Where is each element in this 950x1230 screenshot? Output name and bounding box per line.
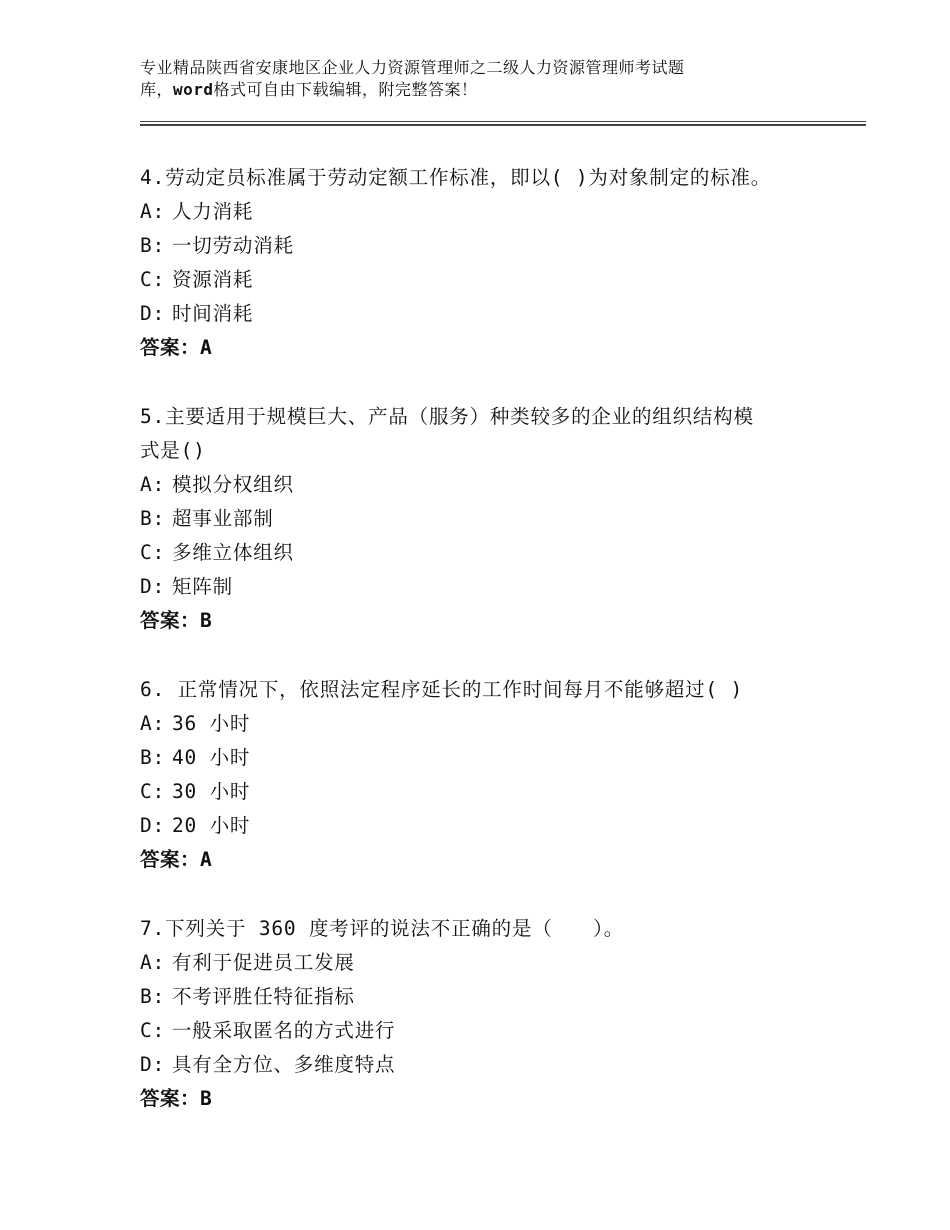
document-header: [140, 57, 780, 101]
option-letter: C:: [140, 268, 166, 291]
option-d: [140, 1048, 840, 1082]
question-stem: 4.劳动定员标准属于劳动定额工作标准，即以( )为对象制定的标准。: [140, 166, 772, 189]
option-text: 不考评胜任特征指标: [172, 985, 355, 1008]
option-text: 矩阵制: [172, 575, 233, 598]
option-letter: D:: [140, 302, 166, 325]
option-text: 超事业部制: [172, 507, 274, 530]
option-a: [140, 195, 840, 229]
option-text: 人力消耗: [172, 200, 254, 223]
option-letter: B:: [140, 746, 166, 769]
option-a: [140, 946, 840, 980]
header-divider-thin: [140, 121, 866, 122]
option-c: [140, 536, 840, 570]
option-b: [140, 741, 840, 775]
question-5: [140, 400, 840, 638]
option-d: [140, 809, 840, 843]
header-line-2-prefix: 库，: [140, 80, 174, 99]
option-letter: A:: [140, 473, 166, 496]
question-6: [140, 673, 840, 877]
option-a: [140, 707, 840, 741]
option-b: [140, 229, 840, 263]
question-stem-line-1: 5.主要适用于规模巨大、产品（服务）种类较多的企业的组织结构模: [140, 405, 754, 428]
option-d: [140, 570, 840, 604]
option-c: [140, 1014, 840, 1048]
answer-label: 答案：B: [140, 1087, 213, 1110]
option-letter: D:: [140, 575, 166, 598]
option-c: [140, 263, 840, 297]
option-text: 一般采取匿名的方式进行: [172, 1019, 396, 1042]
option-text: 40 小时: [172, 746, 251, 769]
answer-label: 答案：B: [140, 609, 213, 632]
answer-label: 答案：A: [140, 336, 213, 359]
option-a: [140, 468, 840, 502]
option-letter: B:: [140, 507, 166, 530]
question-7: [140, 912, 840, 1116]
header-divider-thick: [140, 124, 866, 126]
header-line-2: [140, 79, 780, 101]
option-d: [140, 297, 840, 331]
header-line-1: 专业精品陕西省安康地区企业人力资源管理师之二级人力资源管理师考试题: [140, 58, 685, 77]
option-text: 模拟分权组织: [172, 473, 294, 496]
question-4: [140, 161, 840, 365]
header-word-text: word: [173, 80, 214, 99]
option-letter: B:: [140, 234, 166, 257]
option-letter: B:: [140, 985, 166, 1008]
option-b: [140, 980, 840, 1014]
question-stem-line-2: 式是(): [140, 439, 206, 462]
answer-label: 答案：A: [140, 848, 213, 871]
question-stem: 7.下列关于 360 度考评的说法不正确的是（ ）。: [140, 917, 625, 940]
option-letter: D:: [140, 814, 166, 837]
option-letter: A:: [140, 200, 166, 223]
option-b: [140, 502, 840, 536]
option-text: 36 小时: [172, 712, 251, 735]
option-c: [140, 775, 840, 809]
option-text: 具有全方位、多维度特点: [172, 1053, 396, 1076]
option-letter: C:: [140, 780, 166, 803]
option-letter: C:: [140, 541, 166, 564]
option-text: 多维立体组织: [172, 541, 294, 564]
option-text: 30 小时: [172, 780, 251, 803]
option-letter: A:: [140, 712, 166, 735]
option-letter: C:: [140, 1019, 166, 1042]
option-text: 一切劳动消耗: [172, 234, 294, 257]
question-stem: 6. 正常情况下，依照法定程序延长的工作时间每月不能够超过( ): [140, 678, 744, 701]
option-text: 有利于促进员工发展: [172, 951, 355, 974]
header-line-2-suffix: 格式可自由下载编辑，附完整答案！: [213, 80, 478, 99]
option-text: 时间消耗: [172, 302, 254, 325]
option-letter: D:: [140, 1053, 166, 1076]
option-text: 资源消耗: [172, 268, 254, 291]
option-letter: A:: [140, 951, 166, 974]
option-text: 20 小时: [172, 814, 251, 837]
